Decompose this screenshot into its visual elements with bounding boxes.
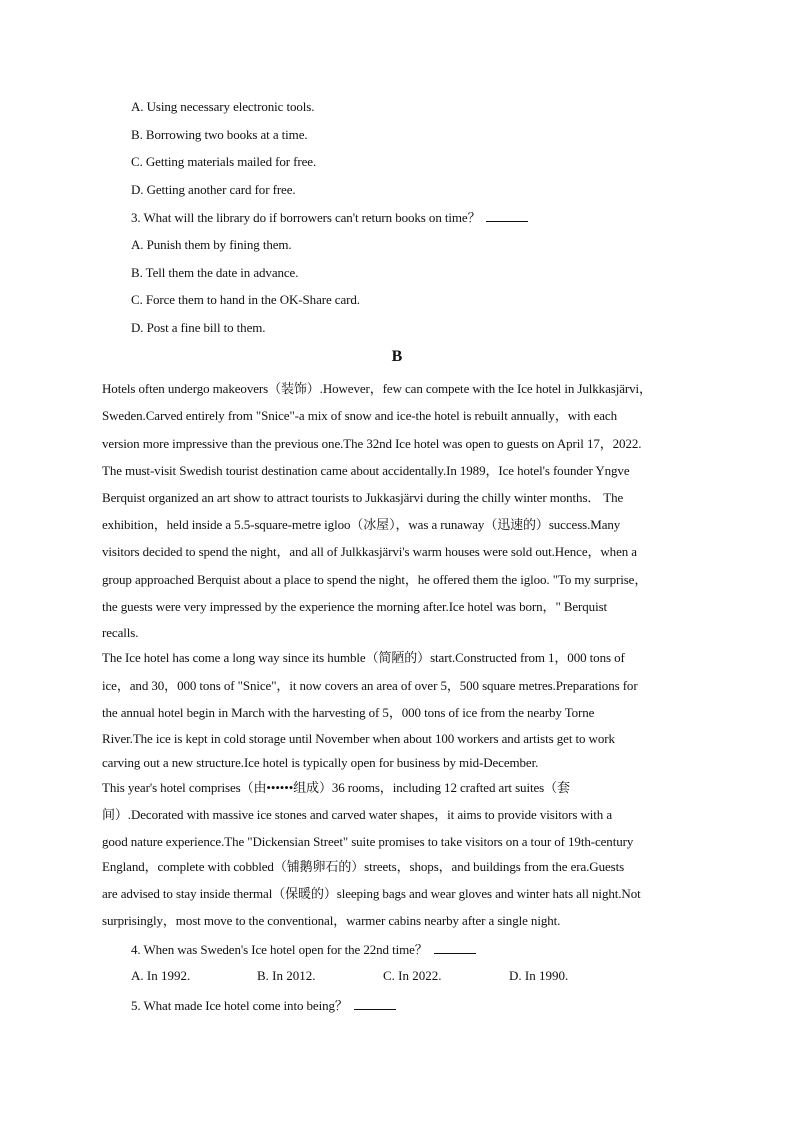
q3-option-c: C. Force them to hand in the OK-Share card. xyxy=(131,292,360,307)
passage-line: The must-visit Swedish tourist destination came about accidentally.In 1989，Ice hotel's founder Yngve xyxy=(102,463,630,478)
passage-line: The Ice hotel has come a long way since its humble（简陋的）start.Constructed from 1，000 tons of xyxy=(102,650,625,665)
passage-line: England，complete with cobbled（铺鹅卵石的）streets，shops，and buildings from the era.Guests xyxy=(102,859,625,874)
passage-line: This year's hotel comprises（由••••••组成）36 rooms，including 12 crafted art suites（套 xyxy=(102,780,570,795)
q3-stem-text: 3. What will the library do if borrowers can't return books on time？ xyxy=(131,210,481,225)
passage-line: Berquist organized an art show to attract tourists to Jukkasjärvi during the chilly winter months． The xyxy=(102,490,624,505)
passage-line: are advised to stay inside thermal（保暖的）sleeping bags and wear gloves and winter hats all night.Not xyxy=(102,886,641,901)
q3-option-a: A. Punish them by fining them. xyxy=(131,237,292,252)
q2-option-b: B. Borrowing two books at a time. xyxy=(131,127,308,142)
q2-option-a: A. Using necessary electronic tools. xyxy=(131,99,315,114)
passage-line: Sweden.Carved entirely from "Snice"-a mix of snow and ice-the hotel is rebuilt annually，with each xyxy=(102,408,617,423)
passage-line: the annual hotel begin in March with the harvesting of 5，000 tons of ice from the nearby Torne xyxy=(102,705,595,720)
passage-line: exhibition，held inside a 5.5-square-metre igloo（冰屋），was a runaway（迅速的）success.Many xyxy=(102,517,621,532)
q2-option-d: D. Getting another card for free. xyxy=(131,182,296,197)
passage-line: good nature experience.The "Dickensian Street" suite promises to take visitors on a tour of 19th-century xyxy=(102,834,634,849)
passage-line: 间）.Decorated with massive ice stones and carved water shapes，it aims to provide visitors with a xyxy=(102,807,613,822)
passage-line: surprisingly，most move to the conventional，warmer cabins nearby after a single night. xyxy=(102,913,561,928)
q4-option-b: B. In 2012. xyxy=(257,968,316,983)
passage-line: recalls. xyxy=(102,625,139,640)
passage-line: visitors decided to spend the night，and all of Julkkasjärvi's warm houses were sold out.Hence，when a xyxy=(102,544,637,559)
q4-option-c: C. In 2022. xyxy=(383,968,442,983)
q4-option-a: A. In 1992. xyxy=(131,968,191,983)
q4-options xyxy=(131,968,568,984)
q3-option-b: B. Tell them the date in advance. xyxy=(131,265,299,280)
q4-answer-blank xyxy=(434,941,476,954)
q3-option-d: D. Post a fine bill to them. xyxy=(131,320,266,335)
q3-answer-blank xyxy=(486,209,528,222)
passage-line: the guests were very impressed by the experience the morning after.Ice hotel was born，" Berquist xyxy=(102,599,608,614)
passage-line: group approached Berquist about a place to spend the night，he offered them the igloo. "To my surprise， xyxy=(102,572,648,587)
passage-line: ice，and 30，000 tons of "Snice"，it now covers an area of over 5，500 square metres.Preparations for xyxy=(102,678,638,693)
q4-stem-text: 4. When was Sweden's Ice hotel open for the 22nd time？ xyxy=(131,942,428,957)
section-b-title: B xyxy=(391,348,403,365)
passage-line: River.The ice is kept in cold storage until November when about 100 workers and artists get to work xyxy=(102,731,615,746)
q5-answer-blank xyxy=(354,997,396,1010)
passage-line: carving out a new structure.Ice hotel is typically open for business by mid-December. xyxy=(102,755,539,770)
passage-line: version more impressive than the previous one.The 32nd Ice hotel was open to guests on April 17，2022. xyxy=(102,436,642,451)
q5-stem-text: 5. What made Ice hotel come into being？ xyxy=(131,998,348,1013)
q4-option-d: D. In 1990. xyxy=(509,968,569,983)
q4-stem xyxy=(131,941,476,958)
passage-line: Hotels often undergo makeovers（装饰）.However，few can compete with the Ice hotel in Julkkasjärvi， xyxy=(102,381,652,396)
q5-stem xyxy=(131,997,396,1014)
q3-stem xyxy=(131,209,528,226)
q2-option-c: C. Getting materials mailed for free. xyxy=(131,154,317,169)
